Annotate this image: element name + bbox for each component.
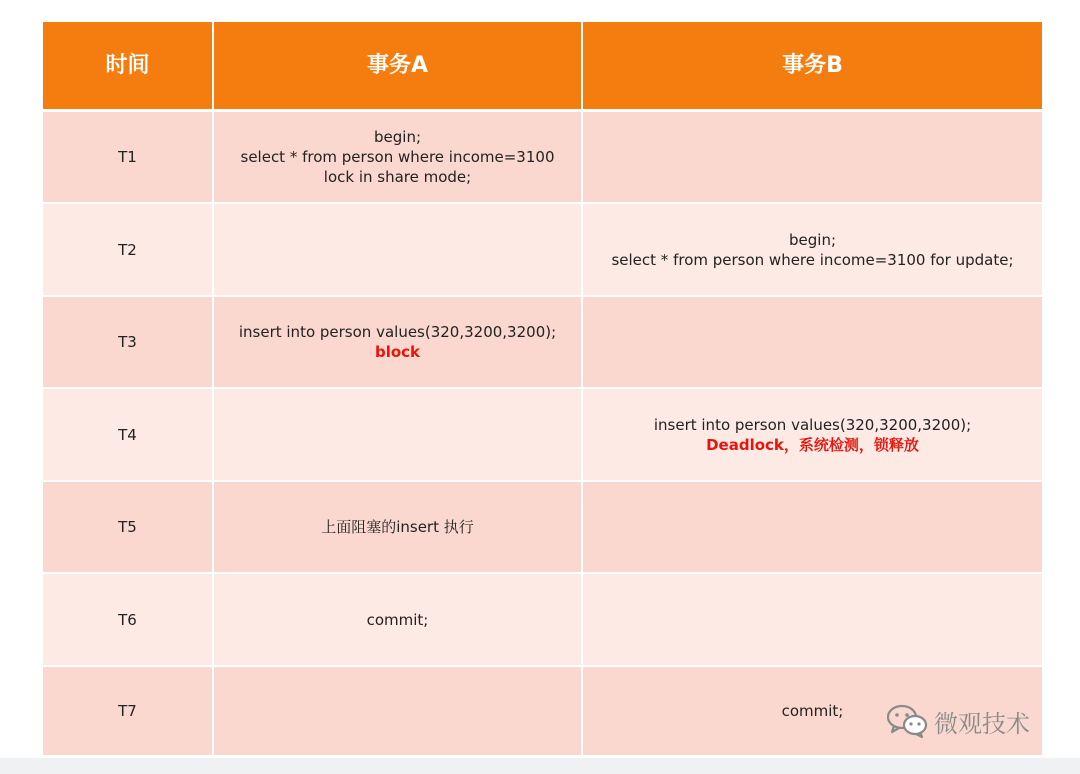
wechat-icon — [886, 703, 928, 739]
time-cell: T6 — [43, 574, 214, 667]
transaction-a-cell — [214, 389, 583, 482]
transaction-a-cell — [214, 667, 583, 757]
block-status: block — [374, 343, 421, 361]
header-transaction-b: 事务B — [583, 22, 1042, 112]
transaction-b-cell — [583, 204, 1042, 297]
watermark-text: 微观技术 — [934, 709, 1030, 738]
transaction-a-cell — [214, 112, 583, 204]
time-cell: T5 — [43, 482, 214, 574]
time-cell: T2 — [43, 204, 214, 297]
sql-line: commit; — [781, 702, 844, 720]
time-cell: T1 — [43, 112, 214, 204]
sql-line: begin; — [789, 230, 836, 249]
time-cell: T3 — [43, 297, 214, 389]
transaction-table — [43, 22, 1042, 757]
sql-line: commit; — [366, 610, 429, 629]
sql-line: insert into person values(320,3200,3200); — [238, 323, 557, 341]
bottom-bar — [0, 758, 1080, 774]
transaction-b-cell — [583, 574, 1042, 667]
transaction-b-cell — [583, 112, 1042, 204]
header-time: 时间 — [43, 22, 214, 112]
deadlock-status: Deadlock，系统检测，锁释放 — [706, 435, 919, 454]
transaction-a-cell — [214, 574, 583, 667]
transaction-a-cell — [214, 204, 583, 297]
time-cell: T4 — [43, 389, 214, 482]
sql-line: select * from person where income=3100 — [240, 148, 555, 166]
header-transaction-a: 事务A — [214, 22, 583, 112]
time-cell: T7 — [43, 667, 214, 757]
transaction-b-cell — [583, 482, 1042, 574]
sql-line: insert into person values(320,3200,3200); — [653, 415, 972, 434]
sql-line: 上面阻塞的insert 执行 — [321, 518, 474, 536]
transaction-a-cell — [214, 482, 583, 574]
sql-line: begin; — [374, 128, 421, 146]
sql-line: lock in share mode; — [323, 168, 472, 186]
watermark — [886, 703, 1030, 739]
transaction-b-cell — [583, 389, 1042, 482]
transaction-a-cell — [214, 297, 583, 389]
sql-line: select * from person where income=3100 for update; — [611, 250, 1014, 269]
transaction-b-cell — [583, 297, 1042, 389]
